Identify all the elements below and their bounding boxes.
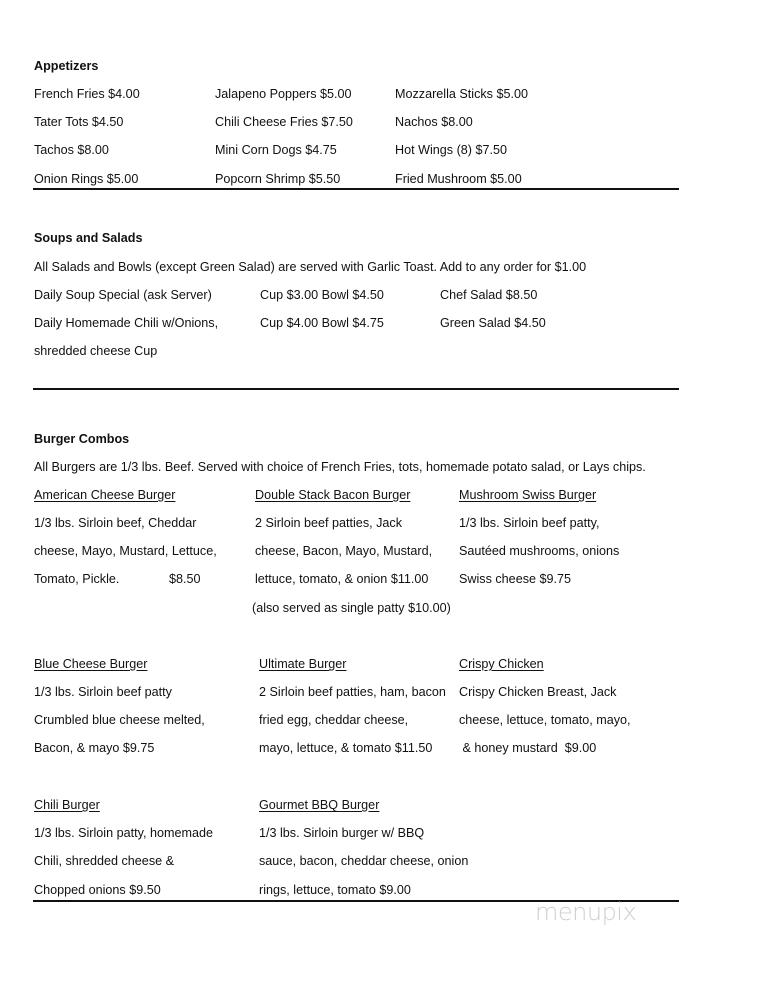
- menu-item: Hot Wings (8) $7.50: [395, 143, 507, 157]
- burger-name: Blue Cheese Burger: [34, 657, 148, 671]
- burger-description: cheese, lettuce, tomato, mayo,: [459, 713, 631, 727]
- menu-item: Onion Rings $5.00: [34, 172, 139, 186]
- burger-description: 2 Sirloin beef patties, ham, bacon: [259, 685, 446, 699]
- soups-salads-heading: Soups and Salads: [34, 231, 143, 245]
- section-note: All Salads and Bowls (except Green Salad) are served with Garlic Toast. Add to any order for $1.00: [34, 260, 587, 274]
- burger-description: 1/3 lbs. Sirloin beef, Cheddar: [34, 516, 197, 530]
- burger-description: Crumbled blue cheese melted,: [34, 713, 205, 727]
- burger-description: rings, lettuce, tomato $9.00: [259, 883, 411, 897]
- menu-item-price: Cup $4.00 Bowl $4.75: [260, 316, 384, 330]
- burger-description: 2 Sirloin beef patties, Jack: [255, 516, 403, 530]
- menu-item: Nachos $8.00: [395, 115, 473, 129]
- burger-name: Gourmet BBQ Burger: [259, 798, 380, 812]
- burger-description: Bacon, & mayo $9.75: [34, 741, 155, 755]
- burger-description: 1/3 lbs. Sirloin burger w/ BBQ: [259, 826, 425, 840]
- burger-description: 1/3 lbs. Sirloin beef patty,: [459, 516, 600, 530]
- burger-name: Mushroom Swiss Burger: [459, 488, 597, 502]
- burger-description: cheese, Mayo, Mustard, Lettuce,: [34, 544, 217, 558]
- menu-item: Jalapeno Poppers $5.00: [215, 87, 352, 101]
- burger-name: Crispy Chicken: [459, 657, 544, 671]
- menu-item: Green Salad $4.50: [440, 316, 546, 330]
- burger-name: Chili Burger: [34, 798, 100, 812]
- section-divider: [33, 188, 679, 190]
- burger-description: lettuce, tomato, & onion $11.00: [255, 572, 429, 586]
- burger-description: Sautéed mushrooms, onions: [459, 544, 620, 558]
- burger-price: $8.50: [169, 572, 201, 586]
- menu-item-price: Cup $3.00 Bowl $4.50: [260, 288, 384, 302]
- burger-combos-heading: Burger Combos: [34, 432, 130, 446]
- menu-item: Popcorn Shrimp $5.50: [215, 172, 341, 186]
- menu-item: Daily Soup Special (ask Server): [34, 288, 212, 302]
- burger-description: fried egg, cheddar cheese,: [259, 713, 409, 727]
- burger-description: 1/3 lbs. Sirloin beef patty: [34, 685, 172, 699]
- burger-description: & honey mustard $9.00: [459, 741, 597, 755]
- burger-name: Double Stack Bacon Burger: [255, 488, 411, 502]
- burger-description: Tomato, Pickle.: [34, 572, 120, 586]
- menu-item: Chef Salad $8.50: [440, 288, 538, 302]
- section-divider: [33, 388, 679, 390]
- burger-description: Crispy Chicken Breast, Jack: [459, 685, 617, 699]
- menu-item: French Fries $4.00: [34, 87, 140, 101]
- menu-item: Tachos $8.00: [34, 143, 109, 157]
- appetizers-heading: Appetizers: [34, 59, 99, 73]
- menu-item: Fried Mushroom $5.00: [395, 172, 522, 186]
- menu-item: Mozzarella Sticks $5.00: [395, 87, 528, 101]
- burger-description: Chopped onions $9.50: [34, 883, 161, 897]
- burger-description: Chili, shredded cheese &: [34, 854, 175, 868]
- burger-name: American Cheese Burger: [34, 488, 176, 502]
- section-note: All Burgers are 1/3 lbs. Beef. Served with choice of French Fries, tots, homemade potato salad, or Lays chips.: [34, 460, 646, 474]
- burger-description: sauce, bacon, cheddar cheese, onion: [259, 854, 469, 868]
- burger-description: 1/3 lbs. Sirloin patty, homemade: [34, 826, 213, 840]
- menu-item: Tater Tots $4.50: [34, 115, 124, 129]
- menu-item: Mini Corn Dogs $4.75: [215, 143, 337, 157]
- watermark-logo: menupix: [535, 898, 637, 926]
- burger-description: (also served as single patty $10.00): [252, 601, 451, 615]
- burger-description: mayo, lettuce, & tomato $11.50: [259, 741, 433, 755]
- burger-description: cheese, Bacon, Mayo, Mustard,: [255, 544, 433, 558]
- burger-name: Ultimate Burger: [259, 657, 347, 671]
- menu-item: Daily Homemade Chili w/Onions,: [34, 316, 219, 330]
- burger-description: Swiss cheese $9.75: [459, 572, 572, 586]
- menu-item: Chili Cheese Fries $7.50: [215, 115, 353, 129]
- menu-item: shredded cheese Cup: [34, 344, 158, 358]
